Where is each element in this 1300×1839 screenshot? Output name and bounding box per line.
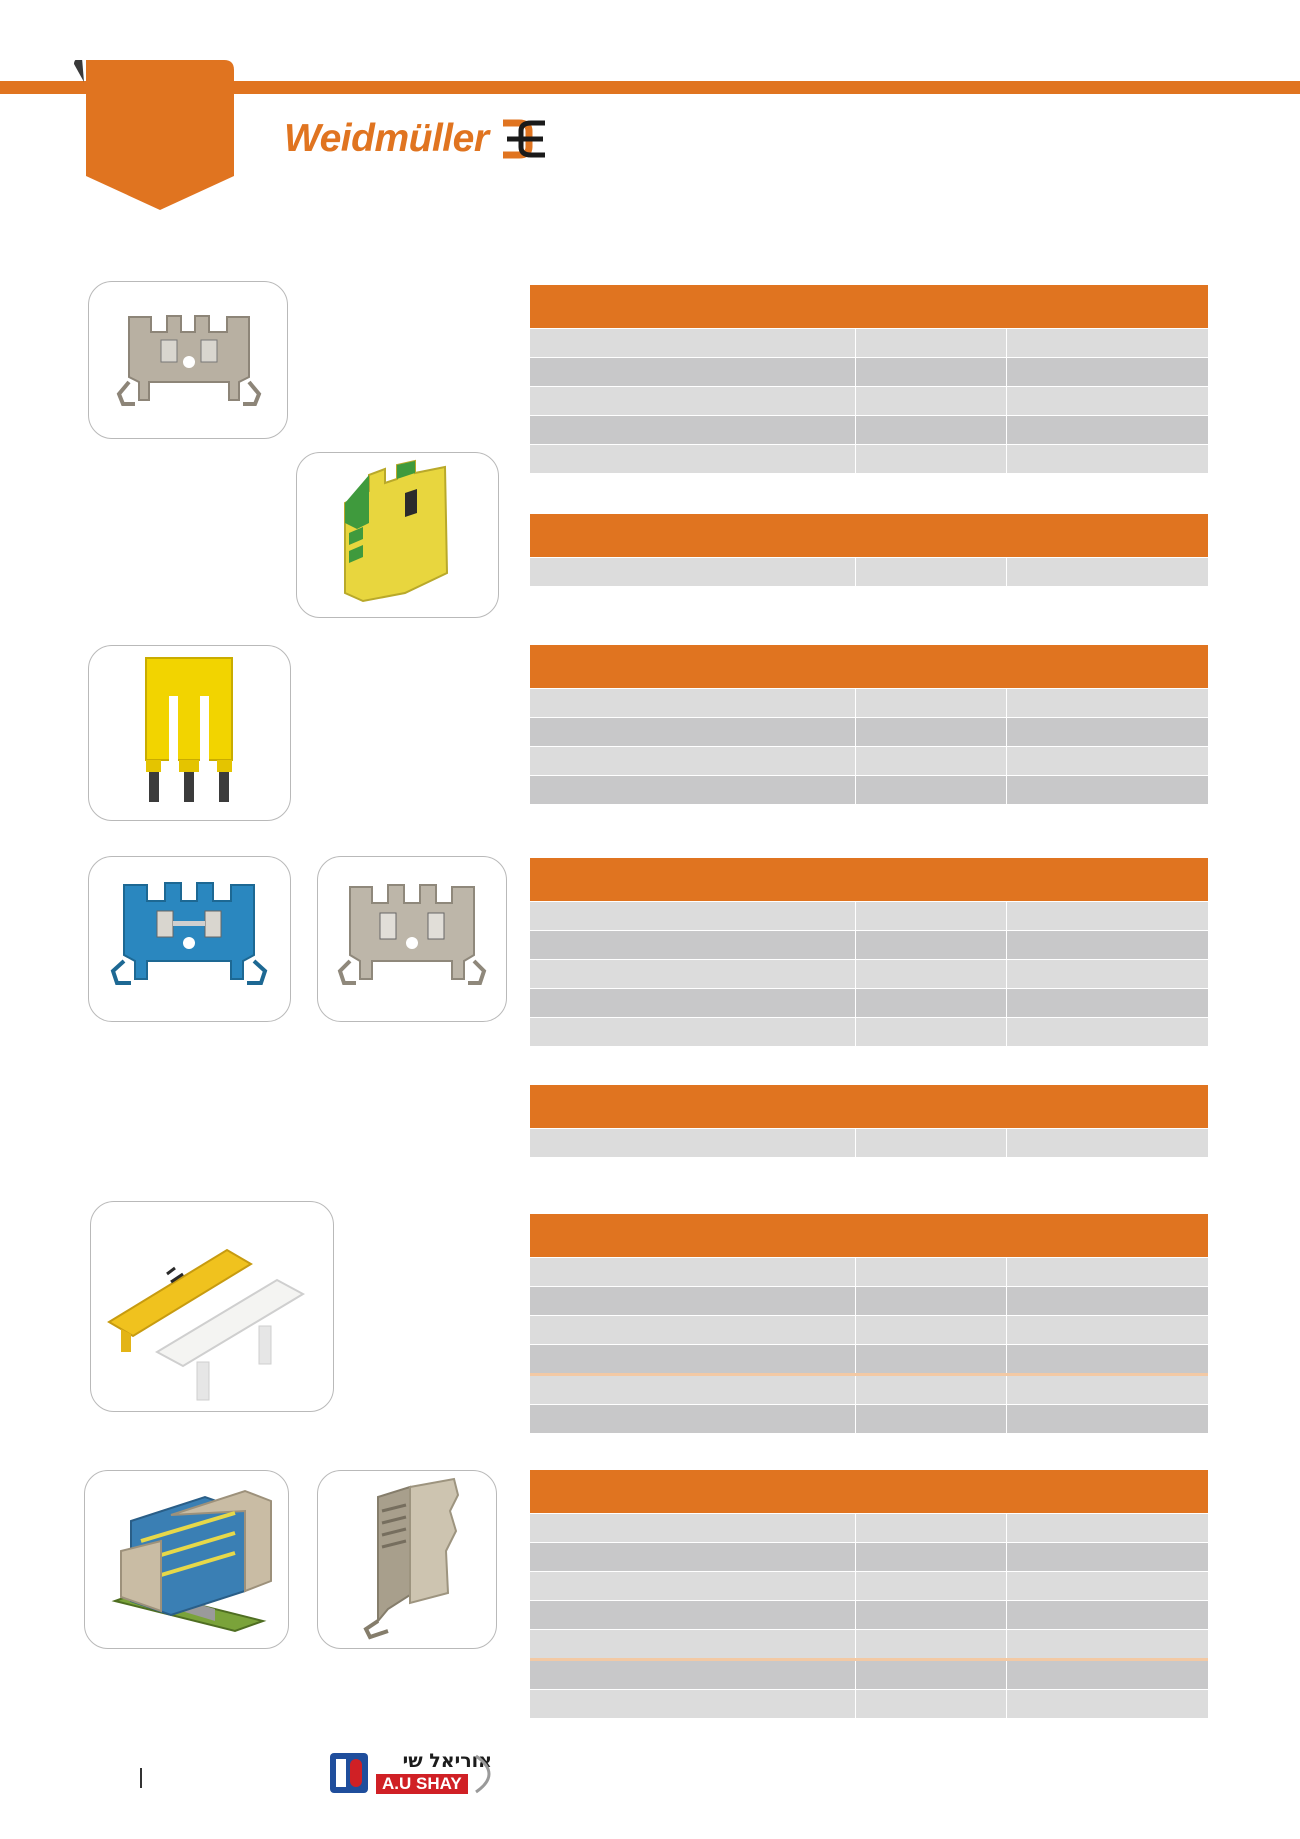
table-row <box>530 1344 1208 1373</box>
company-name-hebrew: אוריאל שי <box>402 1750 492 1772</box>
spec-table-5 <box>530 1085 1208 1157</box>
table-row <box>530 1373 1208 1404</box>
spec-table-7 <box>530 1470 1208 1718</box>
table-row <box>530 959 1208 988</box>
terminal-block-blue-photo <box>88 856 291 1022</box>
table-row <box>530 415 1208 444</box>
page-number-divider <box>140 1768 142 1788</box>
table-row <box>530 1017 1208 1046</box>
spec-table-6 <box>530 1214 1208 1433</box>
spec-table-3 <box>530 645 1208 804</box>
table-header <box>530 285 1208 328</box>
table-row <box>530 1600 1208 1629</box>
table-row <box>530 386 1208 415</box>
table-row <box>530 1571 1208 1600</box>
table-row <box>530 557 1208 586</box>
table-row <box>530 1629 1208 1658</box>
table-row <box>530 746 1208 775</box>
table-header <box>530 1470 1208 1513</box>
table-row <box>530 1658 1208 1689</box>
spec-table-4 <box>530 858 1208 1046</box>
terminal-block-beige-photo <box>88 281 288 439</box>
table-header <box>530 645 1208 688</box>
table-row <box>530 444 1208 473</box>
brand-name: Weidmüller <box>284 117 489 160</box>
distributor-logo <box>330 1750 506 1796</box>
table-row <box>530 1513 1208 1542</box>
table-row <box>530 1128 1208 1157</box>
table-header <box>530 514 1208 557</box>
spec-table-1 <box>530 285 1208 473</box>
table-row <box>530 1286 1208 1315</box>
table-row <box>530 775 1208 804</box>
table-header <box>530 1085 1208 1128</box>
company-name-latin: A.U SHAY <box>376 1774 468 1794</box>
marker-strips-photo <box>90 1201 334 1412</box>
table-row <box>530 357 1208 386</box>
table-header <box>530 858 1208 901</box>
header-flag-tab <box>74 60 234 260</box>
table-row <box>530 717 1208 746</box>
brand-logo <box>284 114 549 164</box>
table-row <box>530 1257 1208 1286</box>
table-row <box>530 988 1208 1017</box>
table-row <box>530 688 1208 717</box>
logo-arc-icon <box>472 1752 506 1796</box>
brand-mark-icon <box>499 117 549 161</box>
table-row <box>530 901 1208 930</box>
table-row <box>530 1315 1208 1344</box>
spec-table-2 <box>530 514 1208 586</box>
terminal-block-beige-2-photo <box>317 856 507 1022</box>
table-row <box>530 930 1208 959</box>
au-shay-mark-icon <box>330 1753 368 1793</box>
cross-connector-yellow-photo <box>88 645 291 821</box>
table-row <box>530 1404 1208 1433</box>
end-plate-photo <box>317 1470 497 1649</box>
table-row <box>530 328 1208 357</box>
table-header <box>530 1214 1208 1257</box>
terminal-assembly-rail-photo <box>84 1470 289 1649</box>
table-row <box>530 1689 1208 1718</box>
earth-terminal-green-yellow-photo <box>296 452 499 618</box>
table-row <box>530 1542 1208 1571</box>
